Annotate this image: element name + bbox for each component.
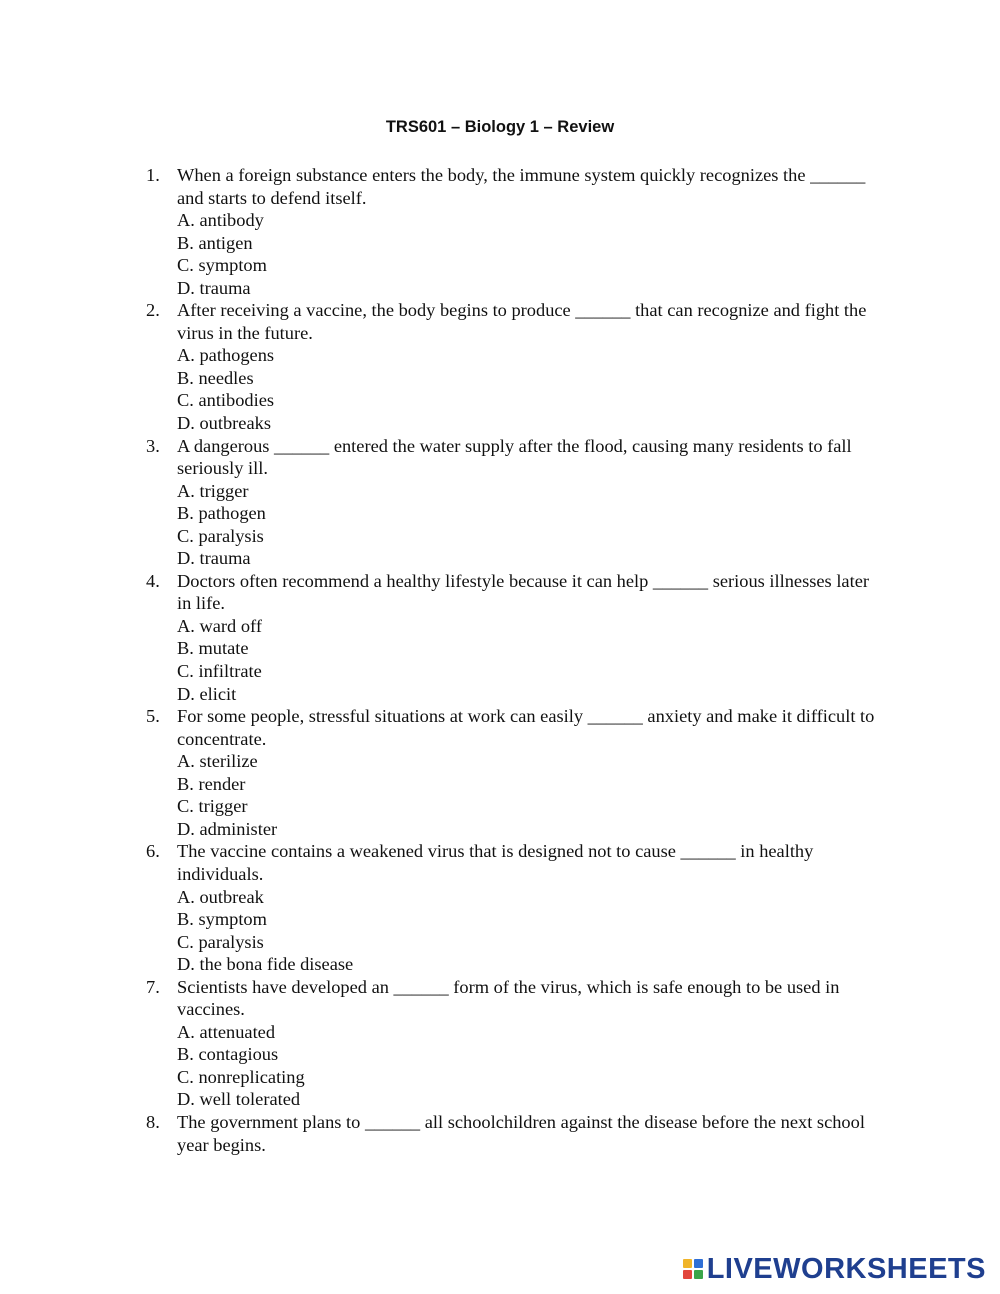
answer-option: C. infiltrate [177, 661, 262, 682]
answer-option: D. the bona fide disease [177, 954, 354, 975]
question-number: 7. [146, 976, 160, 997]
question-text: A dangerous ______ entered the water supply after the flood, causing many residents to fall seriously ill. [177, 435, 852, 479]
question-3 [146, 435, 886, 570]
question-list [146, 164, 886, 1156]
question-number: 3. [146, 435, 160, 456]
answer-option: B. needles [177, 367, 254, 388]
answer-option: B. antigen [177, 232, 253, 253]
answer-option: A. pathogens [177, 345, 275, 366]
answer-option: A. attenuated [177, 1021, 276, 1042]
answer-option: D. administer [177, 818, 278, 839]
question-number: 8. [146, 1111, 160, 1132]
answer-option: C. symptom [177, 255, 267, 276]
answer-option: D. elicit [177, 683, 237, 704]
question-text: When a foreign substance enters the body, the immune system quickly recognizes the ______ and starts to defend itself. [177, 165, 866, 208]
liveworksheets-logo-icon [683, 1259, 703, 1279]
logo-tile-3 [683, 1270, 692, 1279]
answer-option: C. trigger [177, 796, 248, 817]
answer-option: B. render [177, 773, 246, 794]
answer-option: C. antibodies [177, 390, 275, 411]
answer-option: A. sterilize [177, 751, 258, 772]
question-number: 2. [146, 300, 160, 321]
answer-option: A. outbreak [177, 886, 264, 907]
answer-option: D. trauma [177, 548, 251, 569]
question-text: Scientists have developed an ______ form of the virus, which is safe enough to be used in vaccines. [177, 976, 840, 1020]
answer-option: A. antibody [177, 210, 264, 231]
question-text: For some people, stressful situations at work can easily ______ anxiety and make it difficult to concentrate. [177, 706, 875, 749]
question-text: Doctors often recommend a healthy lifestyle because it can help ______ serious illnesses later in life. [177, 570, 869, 614]
answer-option: A. trigger [177, 480, 249, 501]
question-2 [146, 299, 886, 434]
answer-option: B. symptom [177, 909, 267, 930]
liveworksheets-logo [683, 1252, 986, 1286]
logo-tile-2 [694, 1259, 703, 1268]
question-number: 4. [146, 570, 160, 591]
document-title: TRS601 – Biology 1 – Review [385, 118, 615, 136]
question-number: 6. [146, 841, 160, 862]
logo-tile-1 [683, 1259, 692, 1268]
answer-option: D. outbreaks [177, 413, 271, 434]
answer-option: D. trauma [177, 277, 251, 298]
question-text: The vaccine contains a weakened virus that is designed not to cause ______ in healthy individuals. [177, 841, 814, 884]
question-6 [146, 840, 886, 975]
answer-option: B. contagious [177, 1044, 279, 1065]
question-8 [146, 1111, 886, 1156]
question-number: 1. [146, 165, 160, 185]
logo-tile-4 [694, 1270, 703, 1279]
question-5 [146, 705, 886, 840]
question-4 [146, 570, 886, 705]
answer-option: B. pathogen [177, 503, 266, 524]
question-1 [146, 164, 886, 299]
answer-option: C. paralysis [177, 525, 264, 546]
question-7 [146, 976, 886, 1111]
answer-option: D. well tolerated [177, 1089, 301, 1110]
answer-option: B. mutate [177, 638, 249, 659]
question-text: The government plans to ______ all schoolchildren against the disease before the next school year begins. [177, 1111, 865, 1155]
question-text: After receiving a vaccine, the body begins to produce ______ that can recognize and fight the virus in the future. [177, 300, 867, 343]
answer-option: C. nonreplicating [177, 1066, 305, 1087]
answer-option: A. ward off [177, 615, 262, 636]
answer-option: C. paralysis [177, 931, 264, 952]
logo-text: LIVEWORKSHEETS [706, 1252, 986, 1285]
question-number: 5. [146, 706, 160, 727]
